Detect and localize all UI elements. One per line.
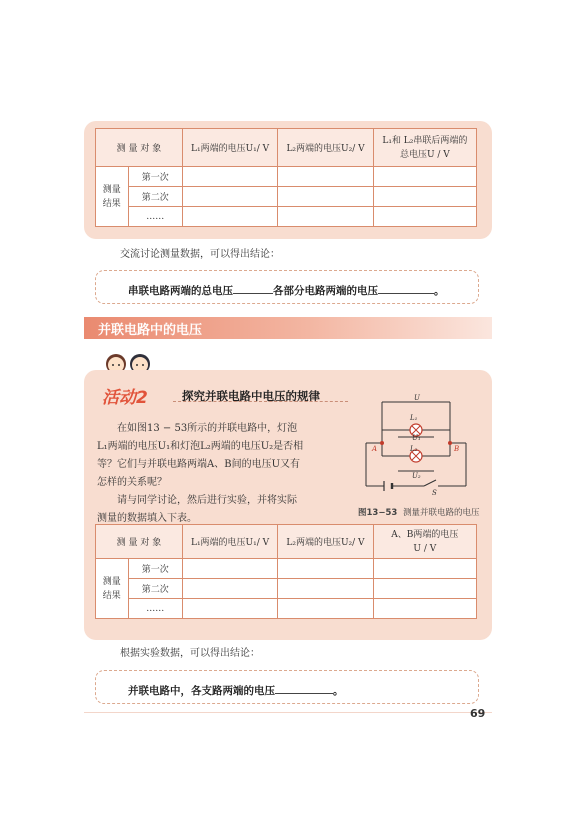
table-cell[interactable] [373,167,476,187]
conclusion2: 并联电路中，各支路两端的电压 。 [128,685,344,697]
label-U: U [414,394,420,402]
measurement-table-parallel [95,524,477,619]
header-object: 测 量 对 象 [96,129,183,167]
row-label: 第二次 [128,579,182,599]
table-cell[interactable] [278,559,373,579]
table-cell[interactable] [373,559,476,579]
group-label: 测量 结果 [96,167,129,227]
row-label: 第一次 [128,559,182,579]
activity-label: 活动2 [102,388,148,408]
table-cell[interactable] [278,579,373,599]
table-cell[interactable] [373,207,476,227]
row-label: 第一次 [128,167,182,187]
table-cell[interactable] [182,599,277,619]
row-label: 第二次 [128,187,182,207]
experiment-text: 根据实验数据，可以得出结论： [120,648,260,659]
table-cell[interactable] [278,599,373,619]
table-cell[interactable] [373,599,476,619]
label-B: B [454,445,460,453]
title-underline [173,401,348,403]
page-number: 69 [470,707,486,720]
group-label: 测量 结果 [96,559,129,619]
label-L1: L₁ [410,414,418,422]
discussion-text: 交流讨论测量数据，可以得出结论： [120,249,280,260]
table-cell[interactable] [373,187,476,207]
row-label: …… [128,599,182,619]
header-object: 测 量 对 象 [96,525,183,559]
paragraph1: 在如图13 − 53所示的并联电路中，灯泡 L₁两端的电压U₁和灯泡L₂两端的电压U₂是否相 等？它们与并联电路两端A、B间的电压U又有 怎样的关系呢？ 请与同学讨论，然后进行实验，并将实际 测量的数据填入下表。 [97,423,304,524]
answer-blank[interactable] [233,293,273,294]
label-L2: L₂ [410,445,418,453]
figure-caption: 图13−53 测量并联电路的电压 [358,508,480,518]
label-A: A [372,445,378,453]
header-u-total: L₁和 L₂串联后两端的 总电压U / V [373,129,476,167]
divider [84,712,492,713]
row-label: …… [128,207,182,227]
parallel-circuit-diagram [358,394,476,504]
table-cell[interactable] [278,207,373,227]
table-cell[interactable] [182,207,277,227]
table1-card [84,121,492,239]
measurement-table-series [95,128,477,227]
table-cell[interactable] [182,559,277,579]
table-cell[interactable] [182,167,277,187]
table-cell[interactable] [182,579,277,599]
label-U2: U₂ [412,472,421,480]
header-u2: L₂两端的电压U₂/ V [278,525,373,559]
header-u1: L₁两端的电压U₁/ V [182,129,277,167]
header-u1: L₁两端的电压U₁/ V [182,525,277,559]
table-cell[interactable] [373,579,476,599]
answer-blank[interactable] [378,293,434,294]
table-cell[interactable] [278,167,373,187]
table-cell[interactable] [182,187,277,207]
label-S: S [432,489,437,497]
activity-title: 探究并联电路中电压的规律 [182,389,320,403]
answer-blank[interactable] [275,693,333,694]
label-U1: U₁ [412,434,421,442]
section-title: 并联电路中的电压 [98,323,203,338]
header-u-ab: A、B两端的电压 U / V [373,525,476,559]
header-u2: L₂两端的电压U₂/ V [278,129,373,167]
table-cell[interactable] [278,187,373,207]
conclusion1: 串联电路两端的总电压 各部分电路两端的电压 。 [128,285,445,297]
